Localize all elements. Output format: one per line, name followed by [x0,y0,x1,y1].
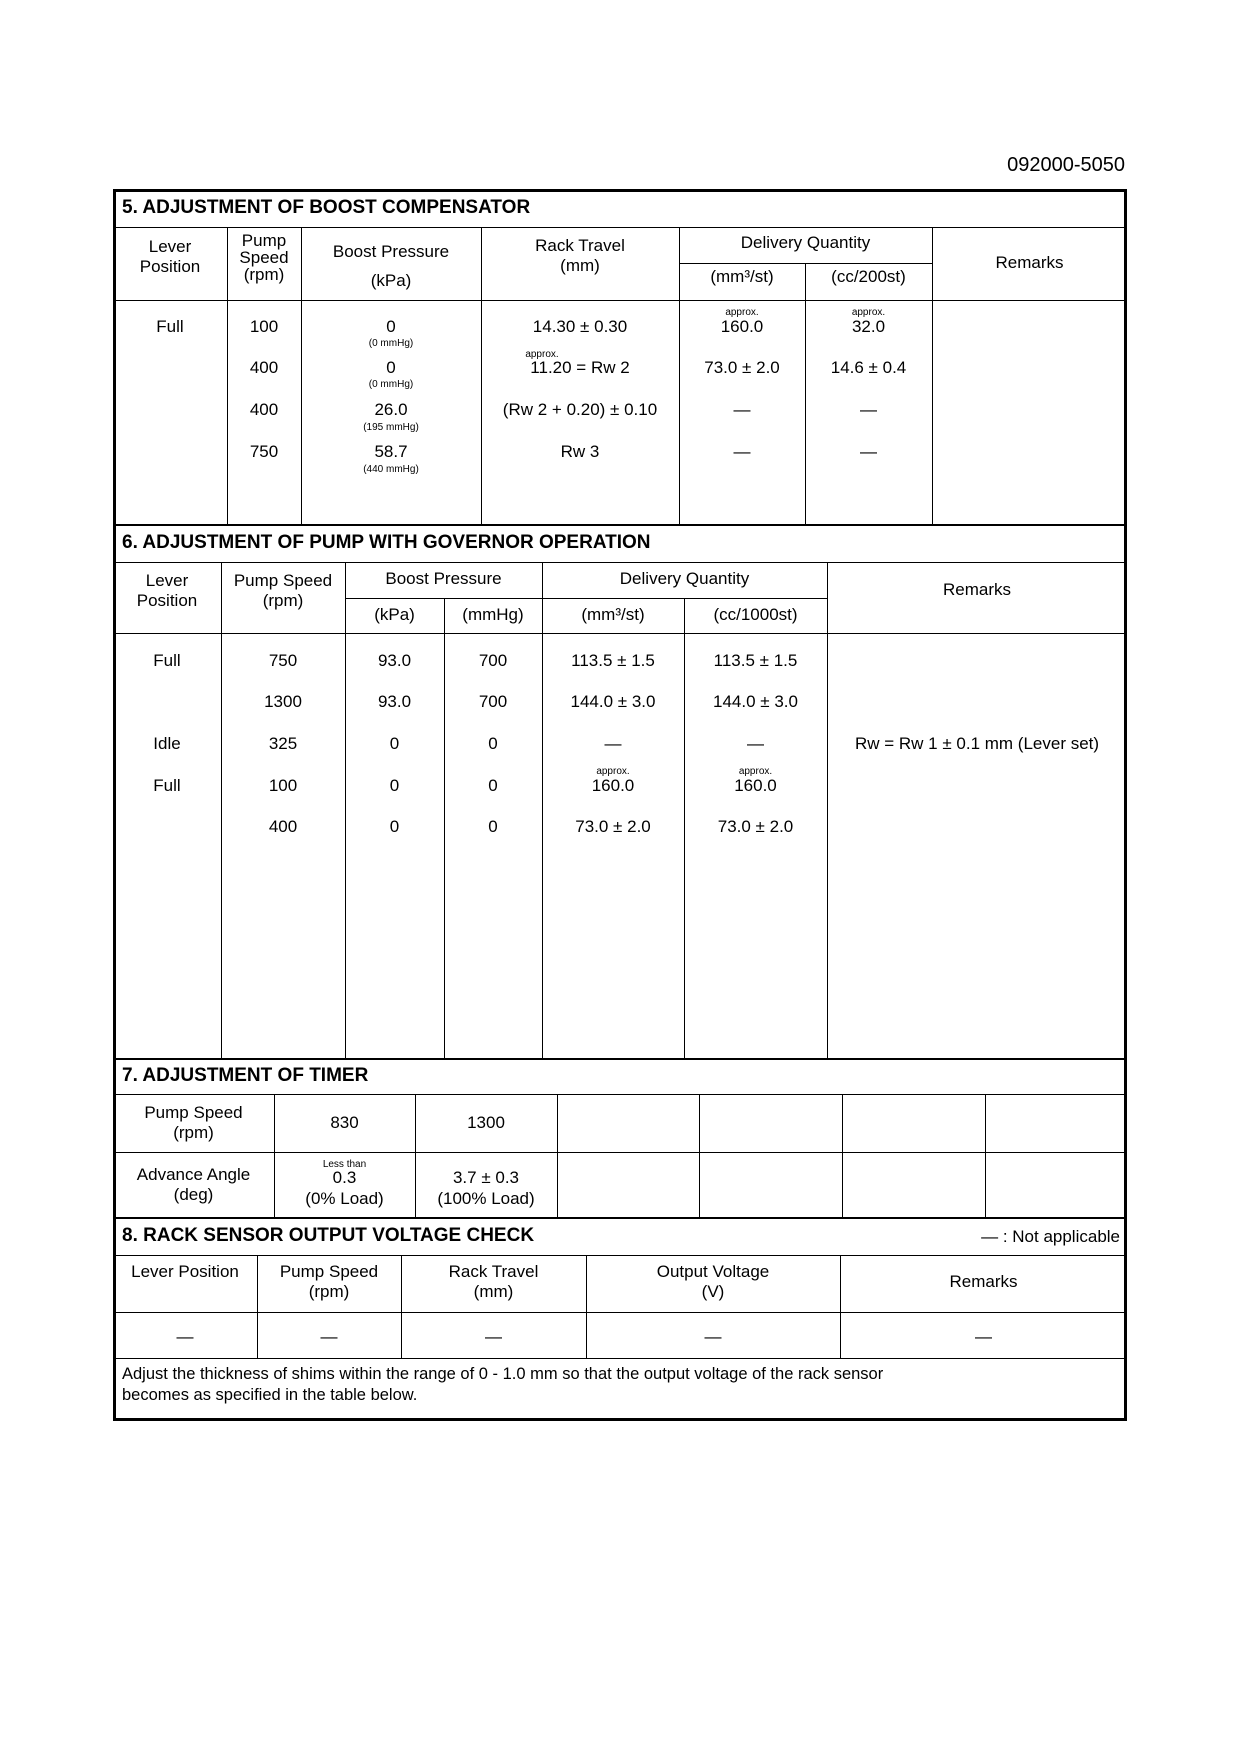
s7-angle-1-less-than: Less than [322,1159,367,1170]
section-6-header-divider [113,633,1127,634]
s6-header-mm3-st: (mm³/st) [581,605,645,624]
section-7-col-line [699,1094,700,1218]
s8-row-remarks: — [975,1327,992,1346]
s6-row-4-q1: 160.0 [591,776,635,795]
s7-angle-2-load: (100% Load) [437,1189,535,1208]
s6-row-3-speed: 325 [268,734,298,753]
s6-row-4-q2-approx: approx. [738,766,773,777]
s6-row-4-mmhg: 0 [488,776,498,795]
s5-row-2-q1: 73.0 ± 2.0 [704,358,780,377]
s6-row-5-q1: 73.0 ± 2.0 [575,817,651,836]
s7-angle-1-load: (0% Load) [305,1189,384,1208]
s5-header-rack-travel: Rack Travel (mm) [535,236,625,275]
s5-header-lever-position: Lever Position [139,237,201,276]
s6-row-4-lever: Full [153,776,181,795]
s8-header-lever-position: Lever Position [131,1262,239,1281]
s7-speed-2: 1300 [467,1113,505,1132]
section-6-col-line [542,562,543,1059]
shim-adjustment-note: Adjust the thickness of shims within the range of 0 - 1.0 mm so that the output voltage of the rack sensor becomes as specified in the table below. [122,1365,884,1404]
s5-row-2-boost-mmhg: (0 mmHg) [368,379,414,390]
section-7-col-line [842,1094,843,1218]
s6-header-delivery-quantity: Delivery Quantity [619,569,750,588]
s5-row-4-boost: 58.7 [374,442,408,461]
s5-header-mm3-st: (mm³/st) [710,267,774,286]
s6-row-2-mmhg: 700 [478,692,508,711]
s6-row-3-mmhg: 0 [488,734,498,753]
document-number: 092000-5050 [1007,154,1125,176]
s5-row-2-rack-approx: approx. [525,349,559,360]
s6-row-2-q1: 144.0 ± 3.0 [570,692,656,711]
s6-header-lever-position: Lever Position [136,571,198,610]
s5-row-3-boost-mmhg: (195 mmHg) [363,422,419,433]
section-5-header-divider [113,300,1127,301]
section-7-col-line [985,1094,986,1218]
s6-row-4-speed: 100 [268,776,298,795]
s6-row-3-kpa: 0 [389,734,400,753]
s6-header-boost-pressure: Boost Pressure [385,569,502,588]
s8-row-voltage: — [704,1327,722,1346]
s5-row-1-boost-mmhg: (0 mmHg) [368,338,414,349]
s8-row-speed: — [320,1327,338,1346]
s5-row-3-q1: — [733,400,751,419]
s5-row-3-boost: 26.0 [374,400,408,419]
s5-row-4-rack: Rw 3 [560,442,600,461]
s5-row-1-rack: 14.30 ± 0.30 [532,317,628,336]
not-applicable-legend: — : Not applicable [981,1227,1120,1246]
s5-header-boost-pressure: Boost Pressure (kPa) [332,242,450,290]
s5-row-2-speed: 400 [249,358,279,377]
s8-row-rack: — [485,1327,502,1346]
section-6-col-line [345,562,346,1059]
s6-row-3-remarks: Rw = Rw 1 ± 0.1 mm (Lever set) [854,734,1100,753]
s6-header-remarks: Remarks [942,580,1011,599]
section-5-title-divider [113,227,1127,228]
s6-row-1-mmhg: 700 [478,651,508,670]
s5-row-1-q2-approx: approx. [851,307,886,318]
s5-row-2-q2: 14.6 ± 0.4 [830,358,907,377]
s6-row-4-q2: 160.0 [734,776,777,795]
section-7-title-divider [113,1094,1127,1095]
s6-row-3-q1: — [604,734,622,753]
s6-row-2-kpa: 93.0 [377,692,412,711]
s5-row-2-rack: 11.20 = Rw 2 [530,358,630,377]
s6-row-1-q2: 113.5 ± 1.5 [713,651,798,670]
s5-row-4-speed: 750 [249,442,279,461]
section-6-title-divider [113,562,1127,563]
section-6-title: 6. ADJUSTMENT OF PUMP WITH GOVERNOR OPERATION [122,532,651,553]
s6-row-5-mmhg: 0 [488,817,498,836]
s8-header-rack-travel: Rack Travel (mm) [448,1262,539,1301]
s5-row-2-boost: 0 [386,358,396,377]
s6-row-1-lever: Full [153,651,181,670]
s6-row-5-kpa: 0 [389,817,400,836]
s7-angle-2-value: 3.7 ± 0.3 [452,1168,520,1187]
s8-header-output-voltage: Output Voltage (V) [656,1262,770,1301]
s5-row-3-rack: (Rw 2 + 0.20) ± 0.10 [502,400,658,419]
s5-row-1-speed: 100 [249,317,279,336]
section-6-subheader-divider [345,598,827,599]
s5-header-pump-speed: Pump Speed (rpm) [239,231,289,284]
s6-header-kpa: (kPa) [374,605,415,624]
section-8-title: 8. RACK SENSOR OUTPUT VOLTAGE CHECK [122,1225,535,1246]
s6-row-1-kpa: 93.0 [377,651,412,670]
s6-header-cc-1000st: (cc/1000st) [713,605,798,624]
section-8-title-divider [113,1255,1127,1256]
s6-row-5-q2: 73.0 ± 2.0 [717,817,794,836]
s6-header-pump-speed: Pump Speed (rpm) [233,571,333,610]
s6-row-3-q2: — [747,734,764,753]
section-5-col-line [805,263,806,525]
s5-row-1-q2: 32.0 [851,317,886,336]
s7-pump-speed-label: Pump Speed (rpm) [144,1103,243,1142]
s5-row-1-q1-approx: approx. [725,307,759,318]
section-7-col-line [557,1094,558,1218]
s6-header-mmhg: (mmHg) [462,605,524,624]
s5-row-4-boost-mmhg: (440 mmHg) [363,464,419,475]
s5-row-1-lever: Full [156,317,184,336]
s5-row-3-speed: 400 [249,400,279,419]
section-6-col-line [827,562,828,1059]
s5-row-4-q1: — [733,442,751,461]
s6-row-3-lever: Idle [153,734,181,753]
section-7-top-border [113,1058,1127,1060]
s6-row-1-speed: 750 [268,651,298,670]
s6-row-4-kpa: 0 [389,776,400,795]
s5-header-cc-200st: (cc/200st) [831,267,906,286]
section-7-row-divider [113,1152,1127,1153]
s6-row-4-q1-approx: approx. [596,766,630,777]
s5-row-1-q1: 160.0 [720,317,764,336]
section-7-title: 7. ADJUSTMENT OF TIMER [122,1065,369,1086]
s7-angle-1-value: 0.3 [332,1168,357,1187]
section-8-header-divider [113,1312,1127,1313]
section-5-title: 5. ADJUSTMENT OF BOOST COMPENSATOR [122,197,531,218]
s6-row-5-speed: 400 [268,817,298,836]
s7-advance-angle-label: Advance Angle (deg) [136,1165,251,1204]
s5-header-remarks: Remarks [995,253,1064,272]
s5-row-3-q2: — [860,400,877,419]
s8-header-remarks: Remarks [949,1272,1018,1291]
s6-row-2-speed: 1300 [264,692,302,711]
section-6-col-line [221,562,222,1059]
section-8-row-divider [113,1358,1127,1359]
section-8-top-border [113,1217,1127,1219]
s8-row-lever: — [176,1327,194,1346]
s6-row-2-q2: 144.0 ± 3.0 [713,692,798,711]
s6-row-1-q1: 113.5 ± 1.5 [571,651,655,670]
s8-header-pump-speed: Pump Speed (rpm) [279,1262,379,1301]
section-6-top-border [113,524,1127,526]
s5-row-1-boost: 0 [386,317,396,336]
s5-row-4-q2: — [860,442,877,461]
s7-speed-1: 830 [330,1113,359,1132]
s5-header-delivery-quantity: Delivery Quantity [740,233,871,252]
